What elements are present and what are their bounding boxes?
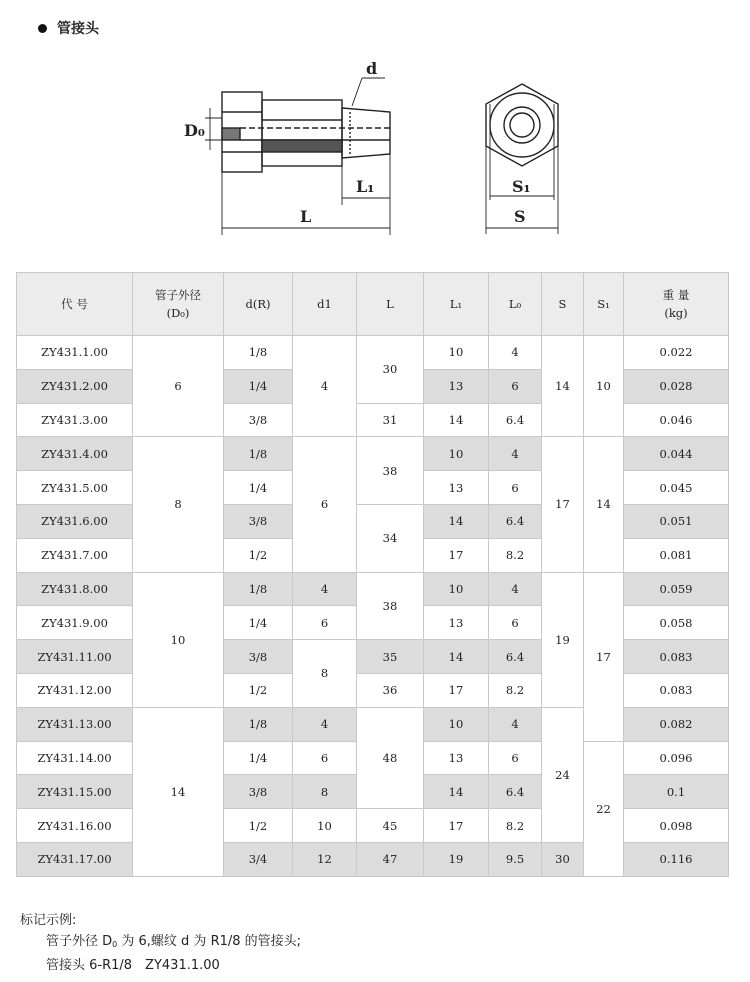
table-cell: 6.4: [489, 504, 542, 538]
marking-example: [20, 910, 301, 976]
table-cell: 8: [293, 640, 357, 708]
table-cell: 0.059: [624, 572, 729, 606]
label-s1: S₁: [512, 177, 531, 196]
table-cell: 9.5: [489, 842, 542, 876]
table-cell: 17: [424, 673, 489, 707]
table-cell: 1/4: [224, 471, 293, 505]
section-title-text: 管接头: [57, 21, 99, 37]
table-cell: ZY431.2.00: [17, 369, 133, 403]
table-cell: ZY431.4.00: [17, 437, 133, 471]
table-cell: 14: [424, 504, 489, 538]
table-cell: 4: [489, 437, 542, 471]
table-cell: 0.046: [624, 403, 729, 437]
table-cell: 10: [424, 437, 489, 471]
table-cell: 14: [424, 775, 489, 809]
table-cell: 47: [357, 842, 424, 876]
table-cell: 19: [542, 572, 584, 707]
table-cell: 24: [542, 707, 584, 842]
table-cell: 4: [293, 336, 357, 437]
table-cell: 8.2: [489, 673, 542, 707]
table-cell: 6: [489, 471, 542, 505]
table-cell: 0.045: [624, 471, 729, 505]
table-cell: 30: [542, 842, 584, 876]
table-cell: 3/8: [224, 504, 293, 538]
table-cell: 19: [424, 842, 489, 876]
table-cell: 6: [133, 336, 224, 437]
table-cell: ZY431.8.00: [17, 572, 133, 606]
table-cell: ZY431.3.00: [17, 403, 133, 437]
table-cell: 8.2: [489, 538, 542, 572]
table-cell: 0.096: [624, 741, 729, 775]
table-cell: 36: [357, 673, 424, 707]
table-cell: 10: [584, 336, 624, 437]
table-cell: 0.098: [624, 809, 729, 843]
table-cell: 31: [357, 403, 424, 437]
table-cell: 14: [424, 403, 489, 437]
table-cell: 0.022: [624, 336, 729, 370]
table-cell: 17: [542, 437, 584, 572]
table-cell: ZY431.14.00: [17, 741, 133, 775]
table-cell: ZY431.16.00: [17, 809, 133, 843]
col-header-weight: 重 量 (kg): [624, 273, 729, 336]
side-view: [205, 78, 390, 235]
table-cell: 45: [357, 809, 424, 843]
col-header-d0: 管子外径 (D₀): [133, 273, 224, 336]
col-header-l0: L₀: [489, 273, 542, 336]
label-l1: L₁: [356, 177, 375, 196]
spec-table: [16, 272, 729, 877]
notes-line-1: 管子外径 $D_0$ 为 6,螺纹 d 为 R1/8 的管接头;: [46, 934, 302, 949]
table-cell: ZY431.13.00: [17, 707, 133, 741]
table-cell: 14: [424, 640, 489, 674]
table-cell: 14: [133, 707, 224, 876]
table-cell: 0.083: [624, 673, 729, 707]
table-cell: 1/4: [224, 606, 293, 640]
table-cell: 0.051: [624, 504, 729, 538]
table-cell: 0.1: [624, 775, 729, 809]
table-cell: 1/4: [224, 369, 293, 403]
table-cell: 0.028: [624, 369, 729, 403]
col-header-s1: S₁: [584, 273, 624, 336]
table-cell: 1/2: [224, 809, 293, 843]
table-cell: ZY431.6.00: [17, 504, 133, 538]
table-cell: 6: [293, 606, 357, 640]
table-cell: 10: [133, 572, 224, 707]
col-header-l1: L₁: [424, 273, 489, 336]
table-cell: 4: [293, 707, 357, 741]
table-cell: 22: [584, 741, 624, 876]
col-header-l: L: [357, 273, 424, 336]
table-cell: 1/8: [224, 707, 293, 741]
table-cell: 12: [293, 842, 357, 876]
table-cell: 14: [584, 437, 624, 572]
table-row: [17, 336, 729, 370]
table-cell: 6.4: [489, 775, 542, 809]
table-cell: 10: [424, 336, 489, 370]
table-cell: 6: [293, 741, 357, 775]
table-cell: 0.044: [624, 437, 729, 471]
table-cell: 38: [357, 437, 424, 505]
table-cell: 3/4: [224, 842, 293, 876]
table-cell: 1/2: [224, 673, 293, 707]
label-l: L: [300, 207, 312, 226]
table-cell: 0.082: [624, 707, 729, 741]
table-cell: 13: [424, 471, 489, 505]
table-cell: 4: [489, 572, 542, 606]
table-cell: 3/8: [224, 775, 293, 809]
table-cell: 8: [133, 437, 224, 572]
label-s: S: [514, 207, 526, 226]
table-cell: 0.083: [624, 640, 729, 674]
table-cell: 1/8: [224, 572, 293, 606]
fitting-drawing: [0, 0, 750, 260]
table-cell: ZY431.5.00: [17, 471, 133, 505]
table-header-row: [17, 273, 729, 336]
table-cell: 0.116: [624, 842, 729, 876]
col-header-s: S: [542, 273, 584, 336]
table-cell: 13: [424, 741, 489, 775]
table-cell: 0.058: [624, 606, 729, 640]
col-header-code: 代 号: [17, 273, 133, 336]
table-cell: 10: [424, 707, 489, 741]
table-cell: ZY431.11.00: [17, 640, 133, 674]
table-cell: 6: [489, 741, 542, 775]
table-cell: 34: [357, 504, 424, 572]
table-cell: 1/8: [224, 336, 293, 370]
table-cell: 4: [293, 572, 357, 606]
table-cell: 17: [424, 538, 489, 572]
table-cell: 6: [489, 369, 542, 403]
table-row: [17, 572, 729, 606]
table-cell: 13: [424, 369, 489, 403]
col-header-d1: d1: [293, 273, 357, 336]
table-cell: 3/8: [224, 403, 293, 437]
table-cell: 1/2: [224, 538, 293, 572]
table-cell: 38: [357, 572, 424, 640]
table-cell: 0.081: [624, 538, 729, 572]
table-row: [17, 437, 729, 471]
table-cell: 6.4: [489, 640, 542, 674]
table-cell: ZY431.1.00: [17, 336, 133, 370]
table-cell: 17: [584, 572, 624, 741]
table-cell: ZY431.17.00: [17, 842, 133, 876]
table-cell: ZY431.12.00: [17, 673, 133, 707]
table-cell: 10: [293, 809, 357, 843]
col-header-d: d(R): [224, 273, 293, 336]
table-cell: ZY431.7.00: [17, 538, 133, 572]
table-cell: 8: [293, 775, 357, 809]
notes-line-2: 管接头 6-R1/8 ZY431.1.00: [46, 958, 220, 973]
table-cell: 14: [542, 336, 584, 437]
table-cell: ZY431.9.00: [17, 606, 133, 640]
label-d0: D₀: [184, 121, 205, 140]
notes-title: 标记示例:: [20, 913, 77, 928]
table-cell: 8.2: [489, 809, 542, 843]
table-cell: 6.4: [489, 403, 542, 437]
table-cell: 4: [489, 336, 542, 370]
table-cell: 30: [357, 336, 424, 404]
label-d: d: [366, 59, 378, 78]
table-cell: 6: [293, 437, 357, 572]
table-cell: 3/8: [224, 640, 293, 674]
table-cell: 6: [489, 606, 542, 640]
table-cell: 4: [489, 707, 542, 741]
table-cell: 13: [424, 606, 489, 640]
table-cell: 10: [424, 572, 489, 606]
table-cell: 17: [424, 809, 489, 843]
table-cell: 35: [357, 640, 424, 674]
table-cell: 1/4: [224, 741, 293, 775]
table-cell: 1/8: [224, 437, 293, 471]
table-cell: 48: [357, 707, 424, 808]
table-cell: ZY431.15.00: [17, 775, 133, 809]
